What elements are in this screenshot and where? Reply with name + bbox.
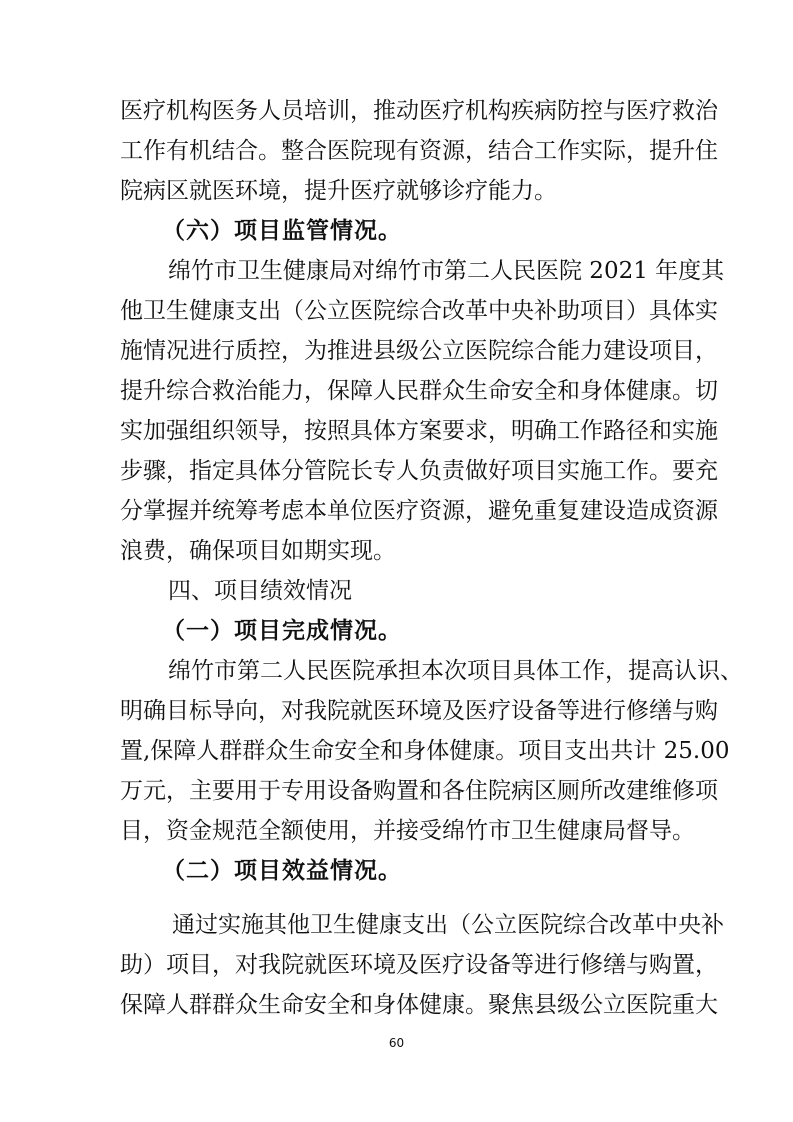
text-line: 院病区就医环境，提升医疗就够诊疗能力。	[120, 178, 557, 204]
text-line: 目，资金规范全额使用，并接受绵竹市卫生健康局督导。	[120, 818, 695, 844]
subsection-heading: （六）项目监管情况。	[162, 217, 402, 244]
text-line: 工作有机结合。整合医院现有资源，结合工作实际，提升住	[120, 138, 718, 164]
text-line: 保障人群群众生命安全和身体健康。聚焦县级公立医院重大	[120, 992, 718, 1018]
text-line: 他卫生健康支出（公立医院综合改革中央补助项目）具体实	[120, 298, 718, 324]
text-line: 提升综合救治能力，保障人民群众生命安全和身体健康。切	[120, 378, 718, 404]
text-line: 分掌握并统筹考虑本单位医疗资源，避免重复建设造成资源	[120, 498, 718, 524]
text-line: 步骤，指定具体分管院长专人负责做好项目实施工作。要充	[120, 458, 718, 484]
text-line: 绵竹市卫生健康局对绵竹市第二人民医院 2021 年度其	[168, 258, 725, 284]
subsection-heading: （一）项目完成情况。	[162, 617, 402, 644]
text-line: 绵竹市第二人民医院承担本次项目具体工作，提高认识、	[168, 658, 743, 684]
text-line: 助）项目，对我院就医环境及医疗设备等进行修缮与购置，	[120, 952, 718, 978]
section-heading: 四、项目绩效情况	[168, 578, 352, 604]
text-line: 实加强组织领导，按照具体方案要求，明确工作路径和实施	[120, 418, 718, 444]
text-line: 浪费，确保项目如期实现。	[120, 538, 396, 564]
text-line: 医疗机构医务人员培训，推动医疗机构疾病防控与医疗救治	[120, 98, 718, 124]
text-line: 施情况进行质控，为推进县级公立医院综合能力建设项目，	[120, 338, 718, 364]
text-line: 置,保障人群群众生命安全和身体健康。项目支出共计 25.00	[120, 738, 730, 764]
subsection-heading: （二）项目效益情况。	[162, 857, 402, 884]
text-line: 通过实施其他卫生健康支出（公立医院综合改革中央补	[172, 912, 724, 938]
page-number: 60	[388, 1036, 405, 1050]
text-line: 明确目标导向，对我院就医环境及医疗设备等进行修缮与购	[120, 698, 718, 724]
text-line: 万元，主要用于专用设备购置和各住院病区厕所改建维修项	[120, 778, 718, 804]
